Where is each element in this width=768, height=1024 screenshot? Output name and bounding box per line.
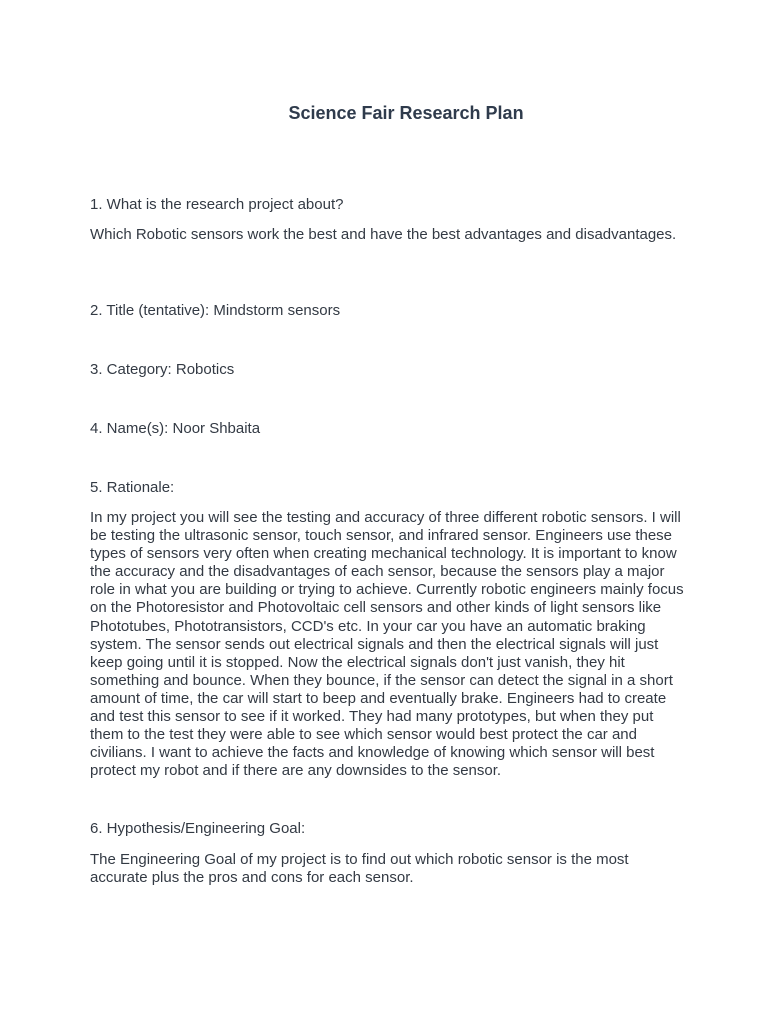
- answer-6-hypothesis: The Engineering Goal of my project is to find out which robotic sensor is the most accurate plus the pros and cons for each sensor.: [90, 851, 629, 887]
- answer-1: Which Robotic sensors work the best and have the best advantages and disadvantages.: [90, 226, 677, 243]
- question-2-title: 2. Title (tentative): Mindstorm sensors: [90, 302, 341, 319]
- question-3-category: 3. Category: Robotics: [90, 361, 235, 378]
- answer-5-rationale: In my project you will see the testing and accuracy of three different robotic sensors. I will be testing the ultrasonic sensor, touch sensor, and infrared sensor. Engineers use these types of sensors very often when creating mechanical technology. It is important to know the accuracy and the disadvantages of each sensor, because the sensors play a major role in what you are building or trying to achieve. Currently robotic engineers mainly focus on the Photoresistor and Photovoltaic cell sensors and other kinds of light sensors like Phototubes, Phototransistors, CCD's etc. In your car you have an automatic braking system. The sensor sends out electrical signals and then the electrical signals will just keep going until it is stopped. Now the electrical signals don't just vanish, they hit something and bounce. When they bounce, if the sensor can detect the signal in a short amount of time, the car will start to beep and eventually brake. Engineers had to create and test this sensor to see if it worked. They had many prototypes, but when they put them to the test they were able to see which sensor would best protect the car and civilians. I want to achieve the facts and knowledge of knowing which sensor will best protect my robot and if there are any downsides to the sensor.: [90, 509, 684, 780]
- question-5-rationale: 5. Rationale:: [90, 479, 175, 496]
- question-6-hypothesis: 6. Hypothesis/Engineering Goal:: [90, 820, 306, 837]
- question-4-names: 4. Name(s): Noor Shbaita: [90, 420, 261, 437]
- document-title: Science Fair Research Plan: [288, 103, 524, 123]
- question-1: 1. What is the research project about?: [90, 196, 344, 213]
